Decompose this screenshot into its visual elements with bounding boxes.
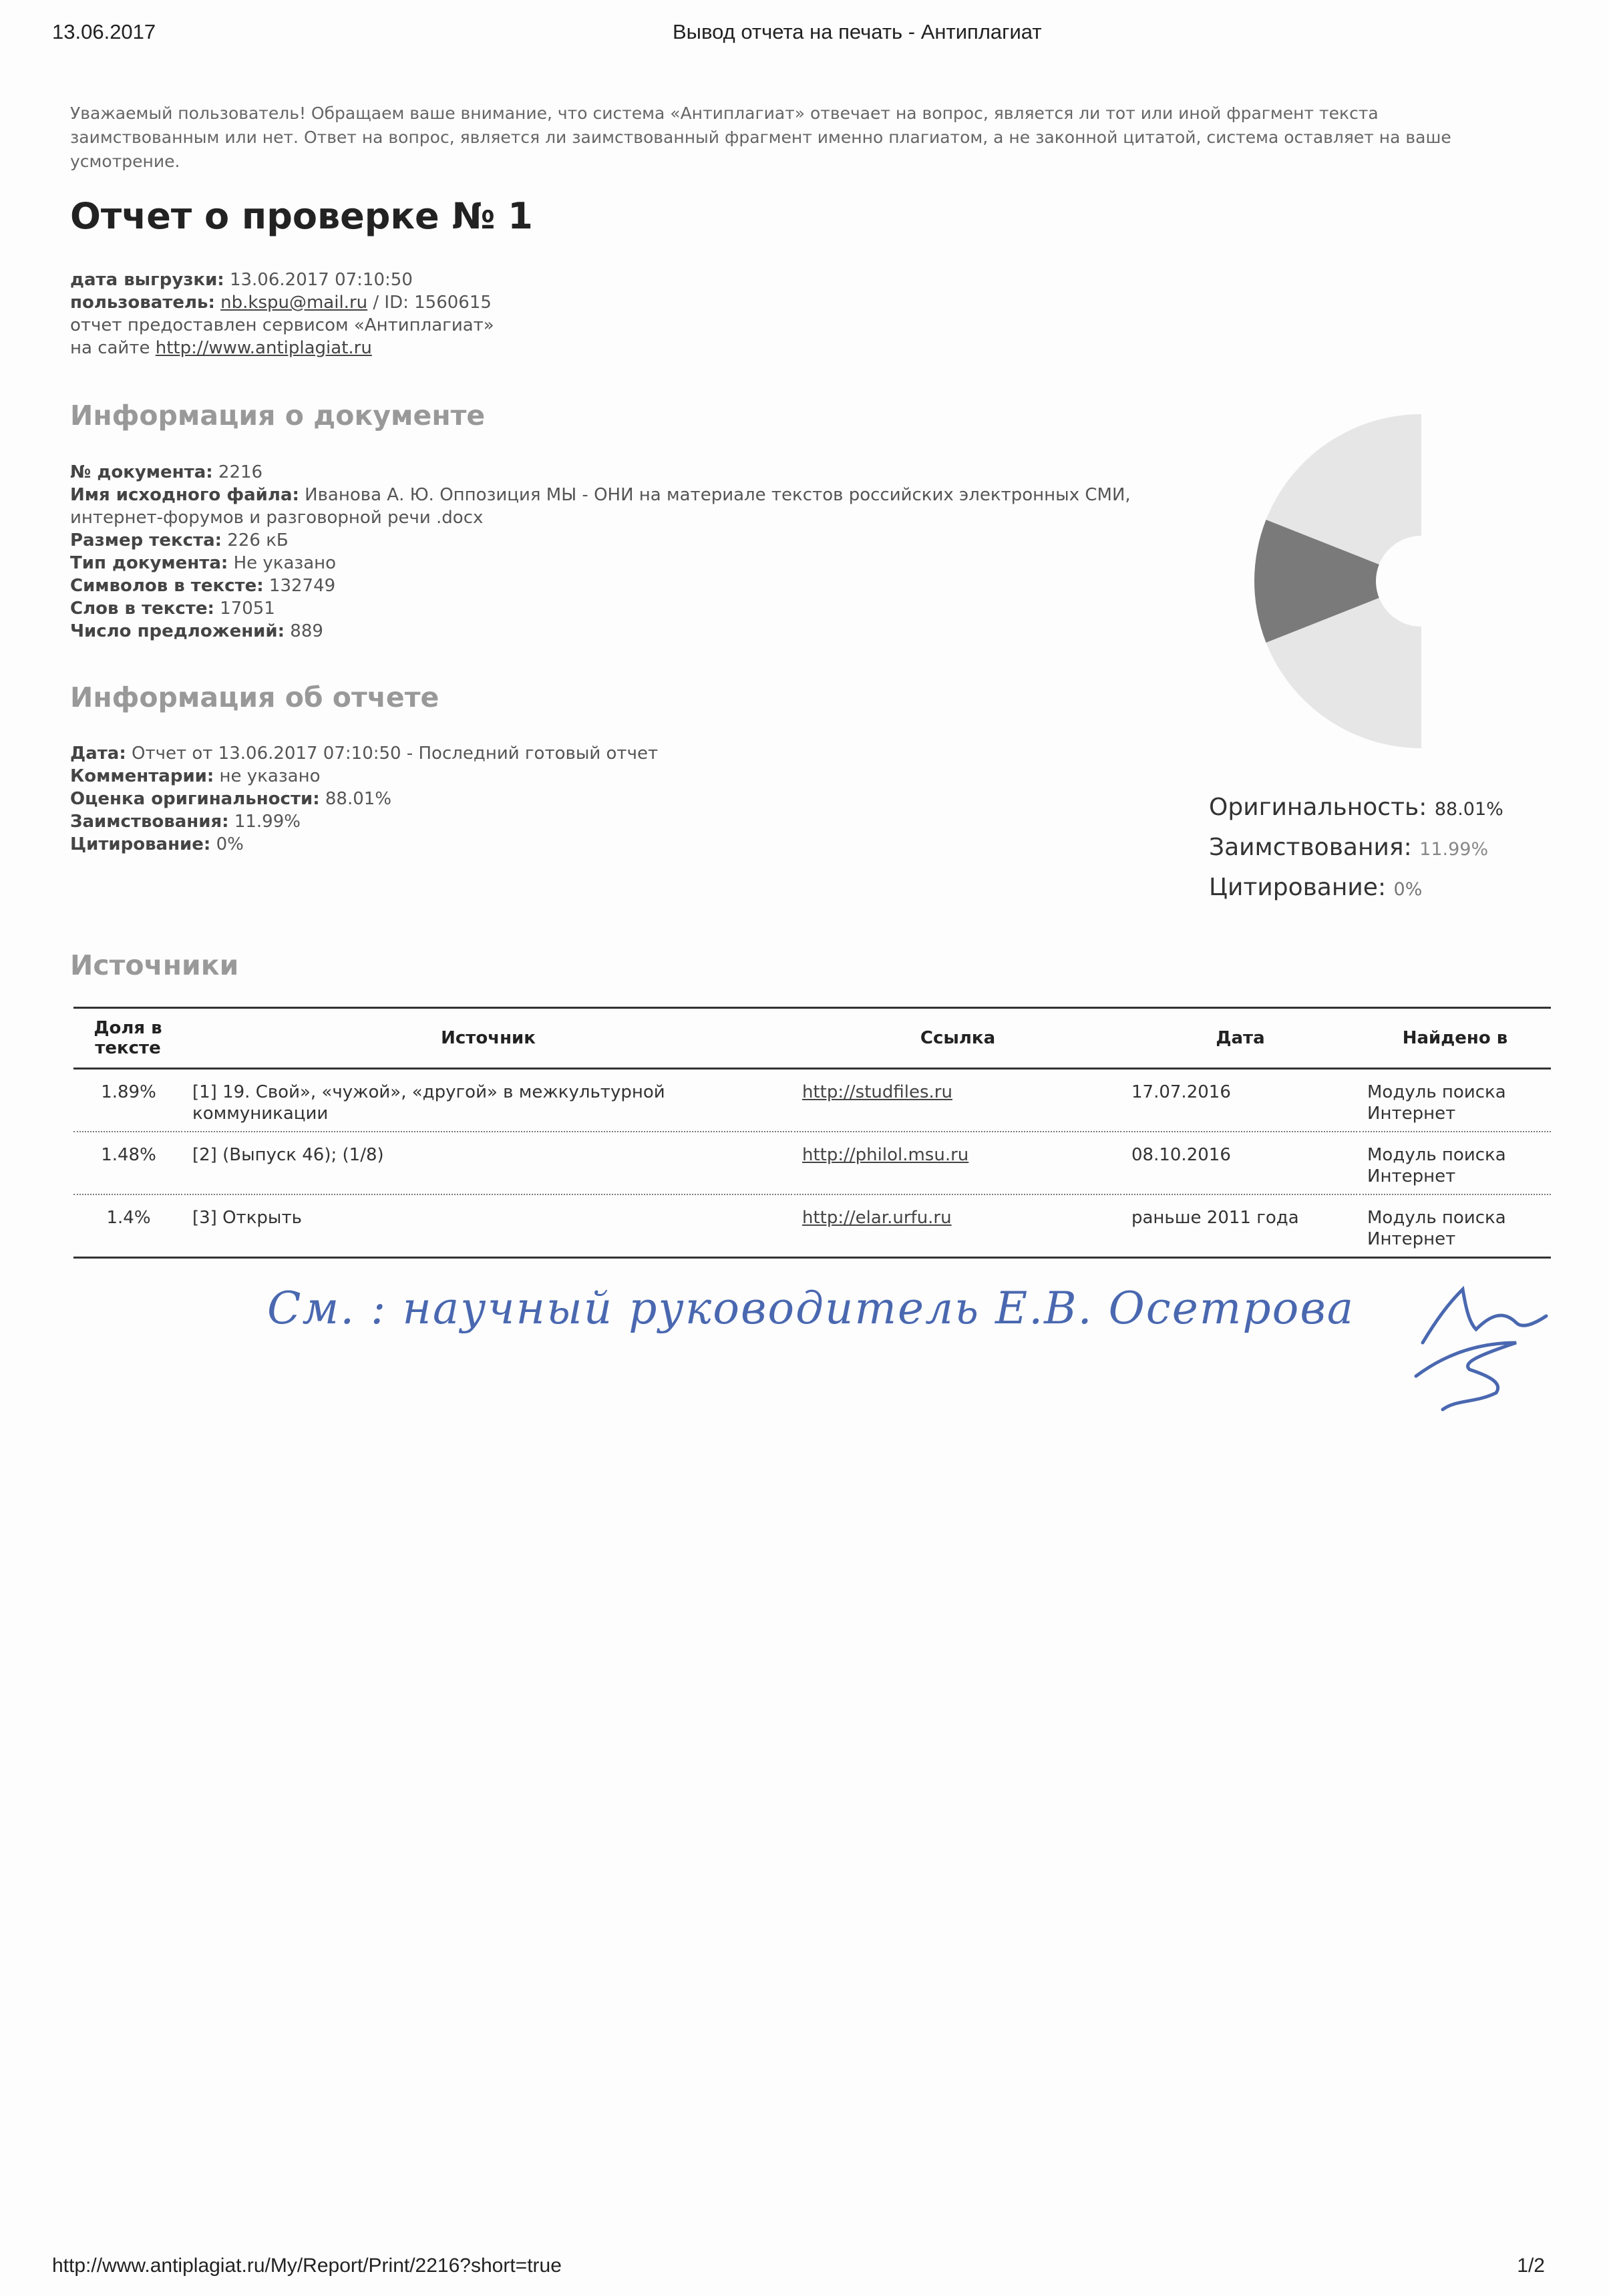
site-link[interactable]: http://www.antiplagiat.ru [155, 338, 372, 358]
report-info-block [70, 742, 658, 856]
size-value: 226 кБ [227, 530, 289, 550]
doc-number-value: 2216 [218, 462, 263, 482]
borrowing-value: 11.99% [234, 812, 301, 832]
user-id: / ID: 1560615 [367, 293, 492, 313]
row-link[interactable]: http://philol.msu.ru [802, 1145, 969, 1165]
table-row [73, 1194, 1551, 1258]
upload-date-value: 13.06.2017 07:10:50 [229, 270, 413, 290]
doc-type-label: Тип документа: [70, 553, 228, 573]
words-value: 17051 [220, 599, 275, 619]
col-source: Источник [184, 1008, 793, 1069]
row-source: [1] 19. Свой», «чужой», «другой» в межкультурной коммуникации [184, 1069, 793, 1132]
report-date-value: Отчет от 13.06.2017 07:10:50 - Последний готовый отчет [131, 744, 659, 764]
print-date: 13.06.2017 [52, 20, 156, 43]
footer-url: http://www.antiplagiat.ru/My/Report/Print/2216?short=true [52, 2255, 562, 2277]
filename-continued: интернет-форумов и разговорной речи .docx [70, 508, 484, 528]
summary-citation-label: Цитирование: [1209, 874, 1387, 901]
col-found: Найдено в [1359, 1008, 1552, 1069]
signature-mark-icon [1403, 1269, 1556, 1423]
row-share: 1.4% [73, 1194, 184, 1258]
report-title: Отчет о проверке № 1 [70, 195, 533, 237]
doc-info-heading: Информация о документе [70, 399, 486, 432]
row-link[interactable]: http://elar.urfu.ru [802, 1208, 952, 1228]
sources-heading: Источники [70, 949, 239, 981]
chars-label: Символов в тексте: [70, 576, 264, 596]
col-share: Доля в тексте [73, 1008, 184, 1069]
originality-value: 88.01% [325, 789, 392, 809]
chars-value: 132749 [269, 576, 336, 596]
citation-value: 0% [216, 834, 244, 854]
comments-value: не указано [219, 766, 321, 786]
filename-value: Иванова А. Ю. Оппозиция МЫ - ОНИ на материале текстов российских электронных СМИ, [305, 485, 1131, 505]
table-row [73, 1132, 1551, 1194]
doc-type-value: Не указано [233, 553, 337, 573]
site-prefix: на сайте [70, 338, 156, 358]
provided-by: отчет предоставлен сервисом «Антиплагиат» [70, 315, 494, 335]
col-date: Дата [1123, 1008, 1359, 1069]
sentences-label: Число предложений: [70, 621, 285, 641]
row-share: 1.48% [73, 1132, 184, 1194]
row-share: 1.89% [73, 1069, 184, 1132]
row-source: [3] Открыть [184, 1194, 793, 1258]
handwritten-note: См. : научный руководитель Е.В. Осетрова [267, 1283, 1355, 1334]
summary-borrowing-label: Заимствования: [1209, 834, 1412, 861]
citation-label: Цитирование: [70, 834, 211, 854]
doc-info-block [70, 461, 1131, 643]
row-source: [2] (Выпуск 46); (1/8) [184, 1132, 793, 1194]
doc-number-label: № документа: [70, 462, 213, 482]
summary-citation-value: 0% [1393, 879, 1423, 900]
user-email-link[interactable]: nb.kspu@mail.ru [220, 293, 368, 313]
summary-borrowing-value: 11.99% [1419, 839, 1489, 860]
row-date: 08.10.2016 [1123, 1132, 1359, 1194]
report-meta [70, 269, 494, 359]
report-info-heading: Информация об отчете [70, 681, 439, 713]
row-found: Модуль поиска Интернет [1359, 1069, 1552, 1132]
sentences-value: 889 [290, 621, 323, 641]
sources-table [73, 1007, 1551, 1259]
filename-label: Имя исходного файла: [70, 485, 299, 505]
originality-donut-chart [1194, 414, 1421, 748]
col-link: Ссылка [793, 1008, 1123, 1069]
summary-originality-value: 88.01% [1434, 799, 1503, 820]
page-number: 1/2 [1517, 2255, 1545, 2277]
summary-block [1209, 788, 1503, 909]
summary-originality-label: Оригинальность: [1209, 794, 1427, 821]
table-row [73, 1069, 1551, 1132]
row-found: Модуль поиска Интернет [1359, 1132, 1552, 1194]
borrowing-label: Заимствования: [70, 812, 229, 832]
notice-text: Уважаемый пользователь! Обращаем ваше внимание, что система «Антиплагиат» отвечает на вопрос, является ли тот или иной фрагмент текста заимствованным или нет. Ответ на вопрос, является ли заимствованный фрагмент именно плагиатом, а не законной цитатой, система оставляет на ваше усмотрение. [70, 104, 1451, 171]
size-label: Размер текста: [70, 530, 222, 550]
user-label: пользователь: [70, 293, 215, 313]
words-label: Слов в тексте: [70, 599, 214, 619]
row-date: раньше 2011 года [1123, 1194, 1359, 1258]
row-date: 17.07.2016 [1123, 1069, 1359, 1132]
row-link[interactable]: http://studfiles.ru [802, 1082, 952, 1102]
originality-label: Оценка оригинальности: [70, 789, 320, 809]
upload-date-label: дата выгрузки: [70, 270, 224, 290]
comments-label: Комментарии: [70, 766, 214, 786]
report-date-label: Дата: [70, 744, 126, 764]
print-title: Вывод отчета на печать - Антиплагиат [673, 20, 1042, 43]
row-found: Модуль поиска Интернет [1359, 1194, 1552, 1258]
sources-header-row [73, 1008, 1551, 1069]
